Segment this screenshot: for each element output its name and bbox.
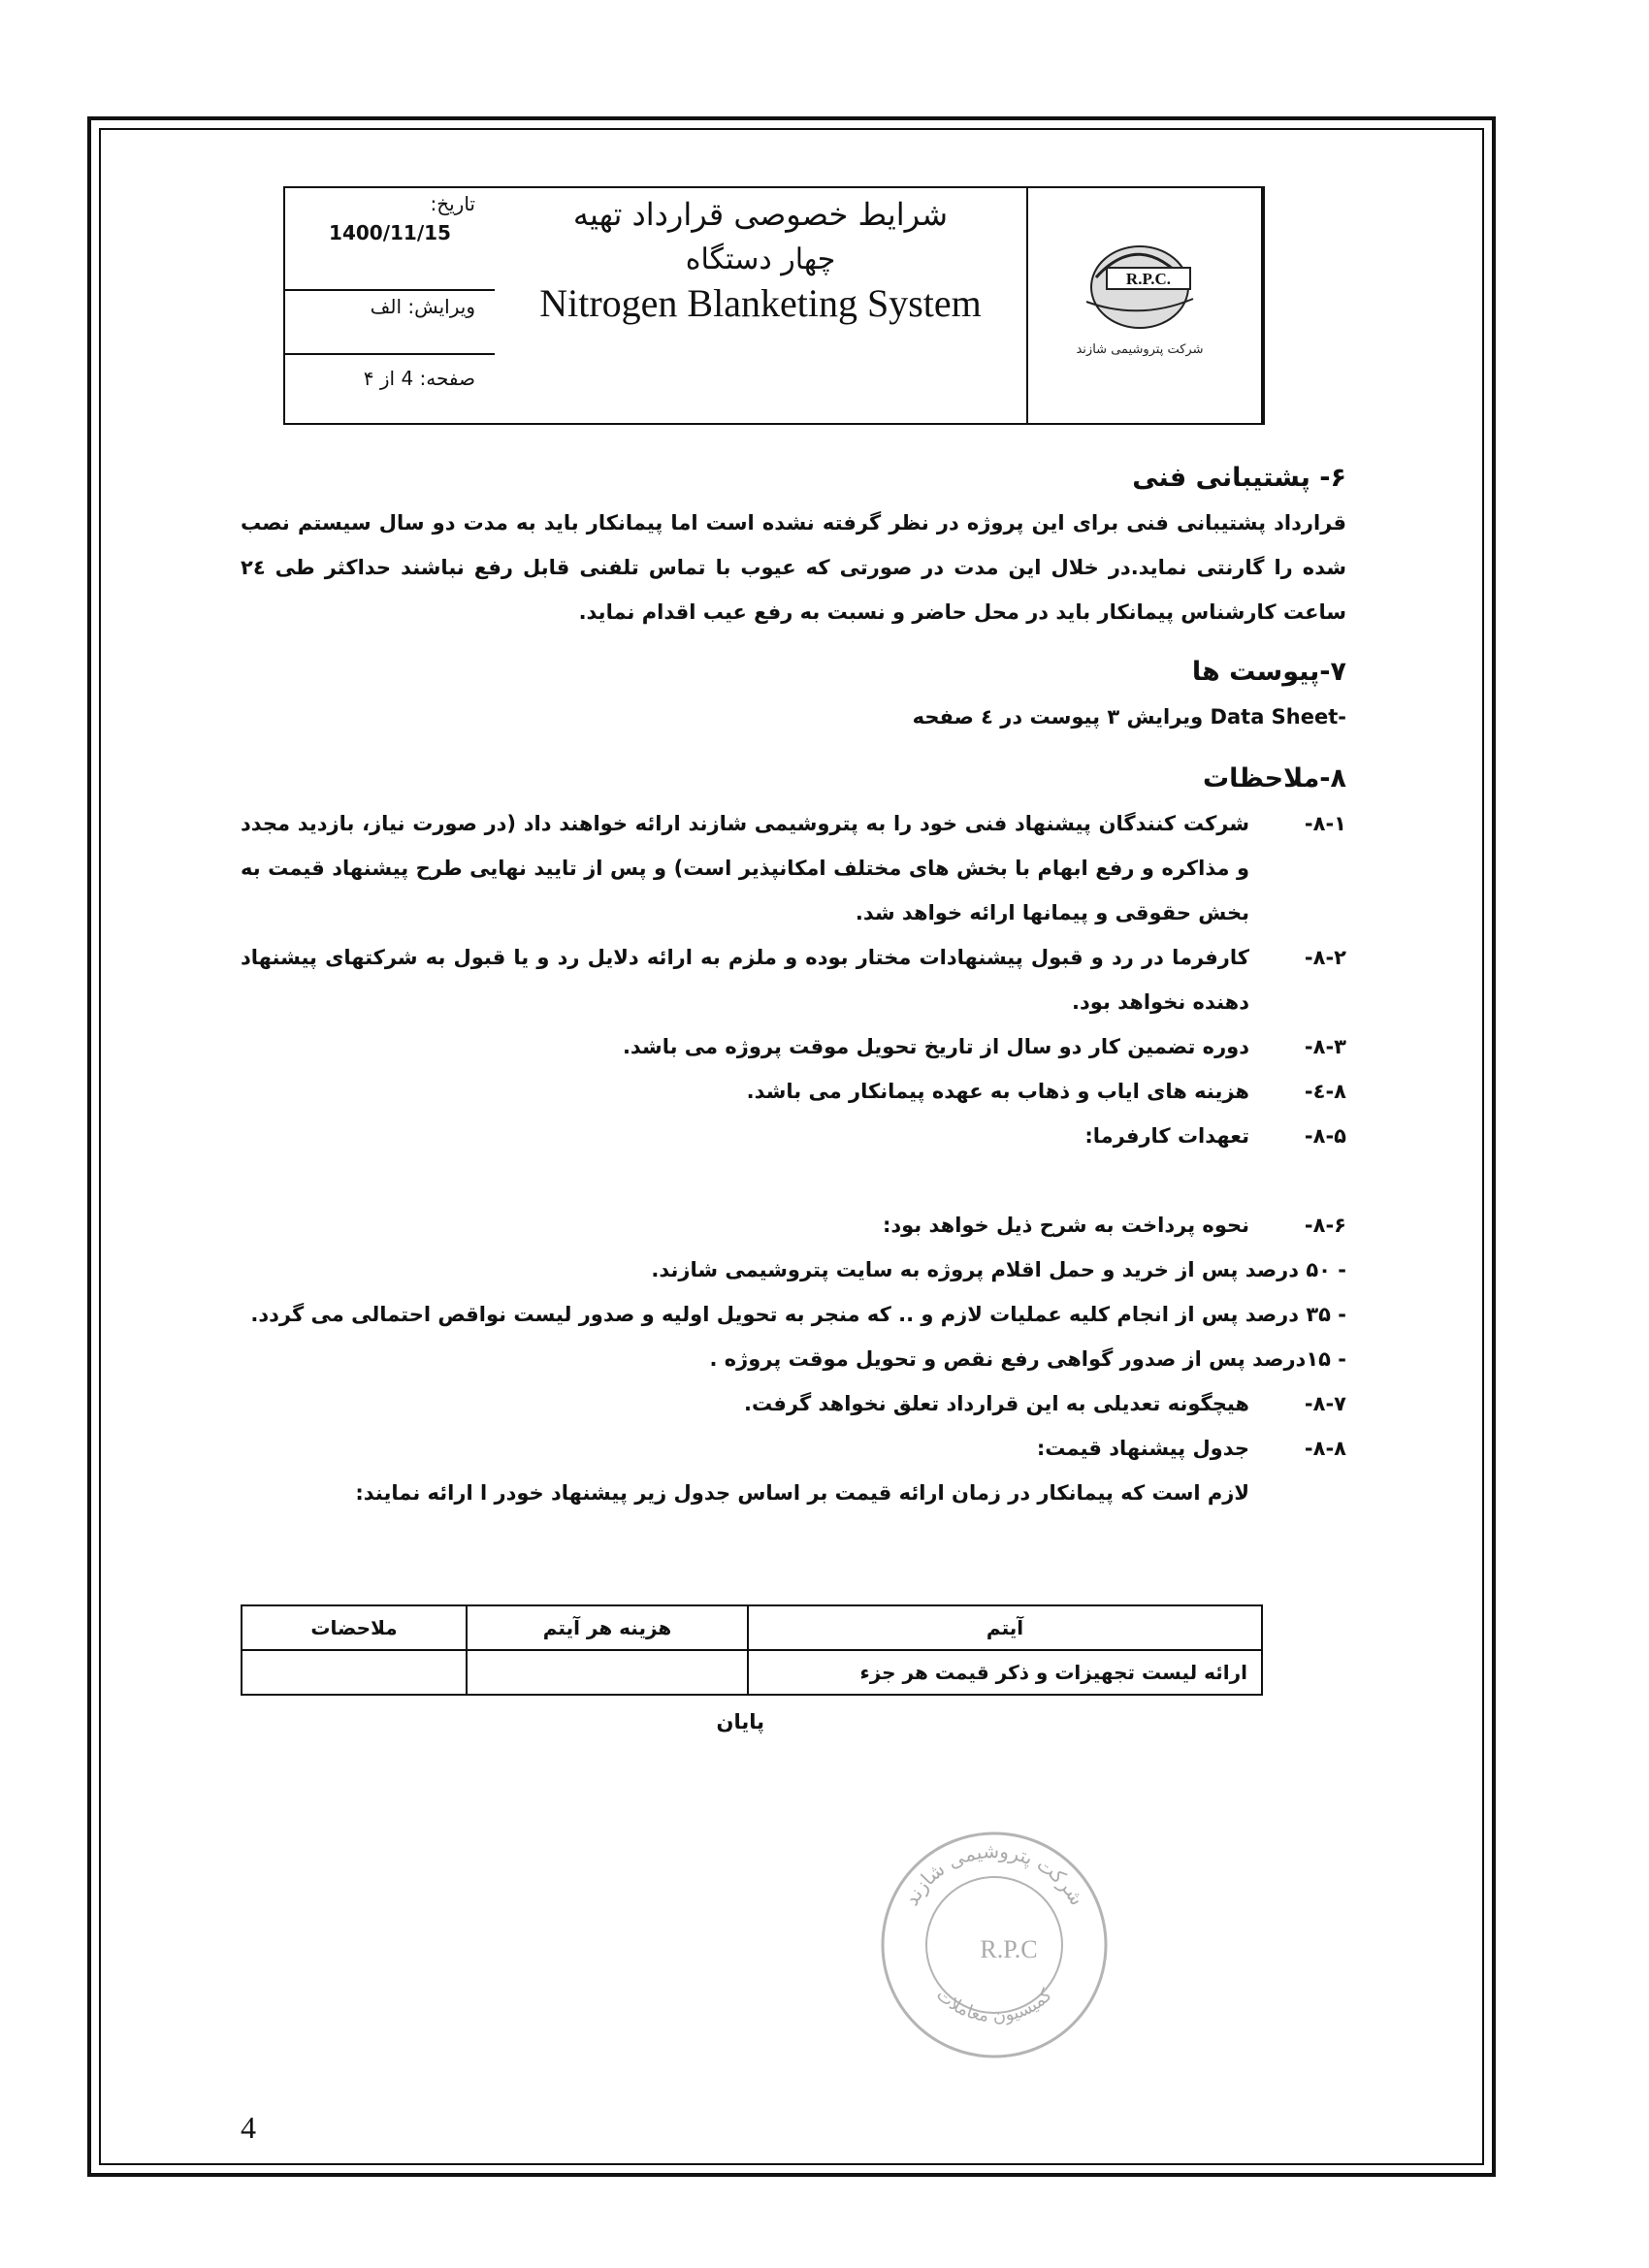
item-number: ۸-۷- bbox=[1304, 1392, 1346, 1415]
company-stamp bbox=[873, 1824, 1116, 2066]
header-title bbox=[495, 188, 1028, 423]
section-8-heading: ۸-ملاحظات bbox=[1203, 763, 1346, 794]
stamp-bottom-text: کمیسیون معاملات bbox=[932, 1984, 1056, 2027]
item-number: ۸-۲- bbox=[1304, 946, 1346, 969]
item-text: هزینه های ایاب و ذهاب به عهده پیمانکار می باشد. bbox=[746, 1080, 1249, 1103]
table-header-row bbox=[242, 1605, 1262, 1650]
item-number: ۸-۸- bbox=[1304, 1437, 1346, 1460]
payment-line: - ۳۵ درصد پس از انجام کلیه عملیات لازم و .. که منجر به تحویل اولیه و صدور لیست نواقص احتمالی می گردد. bbox=[250, 1303, 1346, 1326]
item-text: جدول پیشنهاد قیمت: bbox=[1036, 1437, 1249, 1460]
item-text: دوره تضمین کار دو سال از تاریخ تحویل موقت پروژه می باشد. bbox=[622, 1035, 1249, 1058]
item-text: نحوه پرداخت به شرح ذیل خواهد بود: bbox=[882, 1214, 1249, 1237]
list-item bbox=[241, 801, 1346, 935]
svg-text:شرکت پتروشیمی شازند bbox=[899, 1839, 1089, 1910]
item-number: ۸-۶- bbox=[1304, 1214, 1346, 1237]
date-cell bbox=[285, 188, 495, 291]
list-item bbox=[241, 1024, 1346, 1069]
item-text: کارفرما در رد و قبول پیشنهادات مختار بوده و ملزم به ارائه دلایل رد و یا قبول به شرکتهای پیشنهاد دهنده نخواهد بود. bbox=[241, 946, 1249, 1014]
table-cell: ارائه لیست تجهیزات و ذکر قیمت هر جزء bbox=[748, 1650, 1262, 1695]
date-label: تاریخ: bbox=[430, 192, 475, 215]
title-line-1: شرایط خصوصی قرارداد تهیه bbox=[572, 196, 949, 233]
item-number: ۸-٤- bbox=[1304, 1080, 1346, 1103]
payment-line: - ۵۰ درصد پس از خرید و حمل اقلام پروژه به سایت پتروشیمی شازند. bbox=[651, 1258, 1346, 1281]
stamp-top-text: شرکت پتروشیمی شازند bbox=[899, 1838, 1089, 1910]
title-line-2: چهار دستگاه bbox=[685, 243, 836, 276]
table-cell bbox=[467, 1650, 748, 1695]
page-number: 4 bbox=[241, 2110, 256, 2145]
revision-cell bbox=[285, 291, 495, 355]
payment-line: - ۱۵درصد پس از صدور گواهی رفع نقص و تحویل موقت پروژه . bbox=[709, 1347, 1346, 1371]
document-header bbox=[283, 186, 1265, 425]
company-logo-cell bbox=[1028, 188, 1263, 423]
table-row bbox=[242, 1650, 1262, 1695]
section-6-text: قرارداد پشتیبانی فنی برای این پروژه در نظر گرفته نشده است اما پیمانکار باید به مدت دو سال سیستم نصب شده را گارنتی نماید.در خلال این مدت در صورتی که عیوب با تماس تلفنی قابل رفع نباشند حداکثر طی ۲٤ ساعت کارشناس پیمانکار باید در محل حاضر و نسبت به رفع عیب اقدام نماید. bbox=[241, 511, 1346, 624]
list-item bbox=[241, 935, 1346, 1024]
list-item bbox=[241, 1381, 1346, 1426]
section-6 bbox=[241, 456, 1346, 634]
column-header: هزینه هر آیتم bbox=[467, 1605, 748, 1650]
stamp-center-text: R.P.C bbox=[980, 1935, 1038, 1963]
item-number: ۸-۵- bbox=[1304, 1124, 1346, 1148]
svg-text:کمیسیون معاملات bbox=[932, 1985, 1056, 2026]
item-text: شرکت کنندگان پیشنهاد فنی خود را به پتروشیمی شازند ارائه خواهند داد (در صورت نیاز، بازدید مجدد و مذاکره و رفع ابهام با بخش های مختلف امکانپذیر است) و پس از تایید نهایی طرح پیشنهاد قیمت به بخش حقوقی و پیمانها ارائه خواهد شد. bbox=[241, 812, 1249, 924]
section-8 bbox=[241, 757, 1346, 1515]
revision: ویرایش: الف bbox=[370, 295, 475, 318]
section-7-text: -Data Sheet ویرایش ۳ پیوست در ٤ صفحه bbox=[912, 705, 1346, 729]
item-text: تعهدات کارفرما: bbox=[1084, 1124, 1249, 1148]
date-value: 1400/11/15 bbox=[329, 221, 451, 244]
table-cell bbox=[242, 1650, 467, 1695]
title-line-3: Nitrogen Blanketing System bbox=[539, 281, 982, 325]
logo-text: R.P.C. bbox=[1125, 270, 1172, 288]
item-text: هیچگونه تعدیلی به این قرارداد تعلق نخواهد گرفت. bbox=[743, 1392, 1249, 1415]
price-table bbox=[241, 1604, 1263, 1696]
list-item bbox=[241, 1069, 1346, 1114]
company-logo bbox=[1072, 239, 1217, 365]
page-cell bbox=[285, 355, 495, 421]
section-6-heading: ۶- پشتیبانی فنی bbox=[1132, 463, 1346, 493]
logo-caption: شرکت پتروشیمی شازند bbox=[1076, 342, 1204, 357]
list-item bbox=[241, 1203, 1346, 1247]
page-info: صفحه: 4 از ۴ bbox=[363, 367, 475, 390]
item-number: ۸-۳- bbox=[1304, 1035, 1346, 1058]
price-note: لازم است که پیمانکار در زمان ارائه قیمت بر اساس جدول زیر پیشنهاد خودر ا ارائه نمایند: bbox=[355, 1481, 1249, 1505]
list-item bbox=[241, 1114, 1346, 1158]
section-7-heading: ۷-پیوست ها bbox=[1191, 657, 1346, 687]
header-meta bbox=[285, 188, 495, 423]
section-7 bbox=[241, 650, 1346, 739]
end-text: پایان bbox=[716, 1710, 764, 1733]
column-header: ملاحضات bbox=[242, 1605, 467, 1650]
item-number: ۸-۱- bbox=[1304, 812, 1346, 835]
column-header: آیتم bbox=[748, 1605, 1262, 1650]
list-item bbox=[241, 1426, 1346, 1471]
